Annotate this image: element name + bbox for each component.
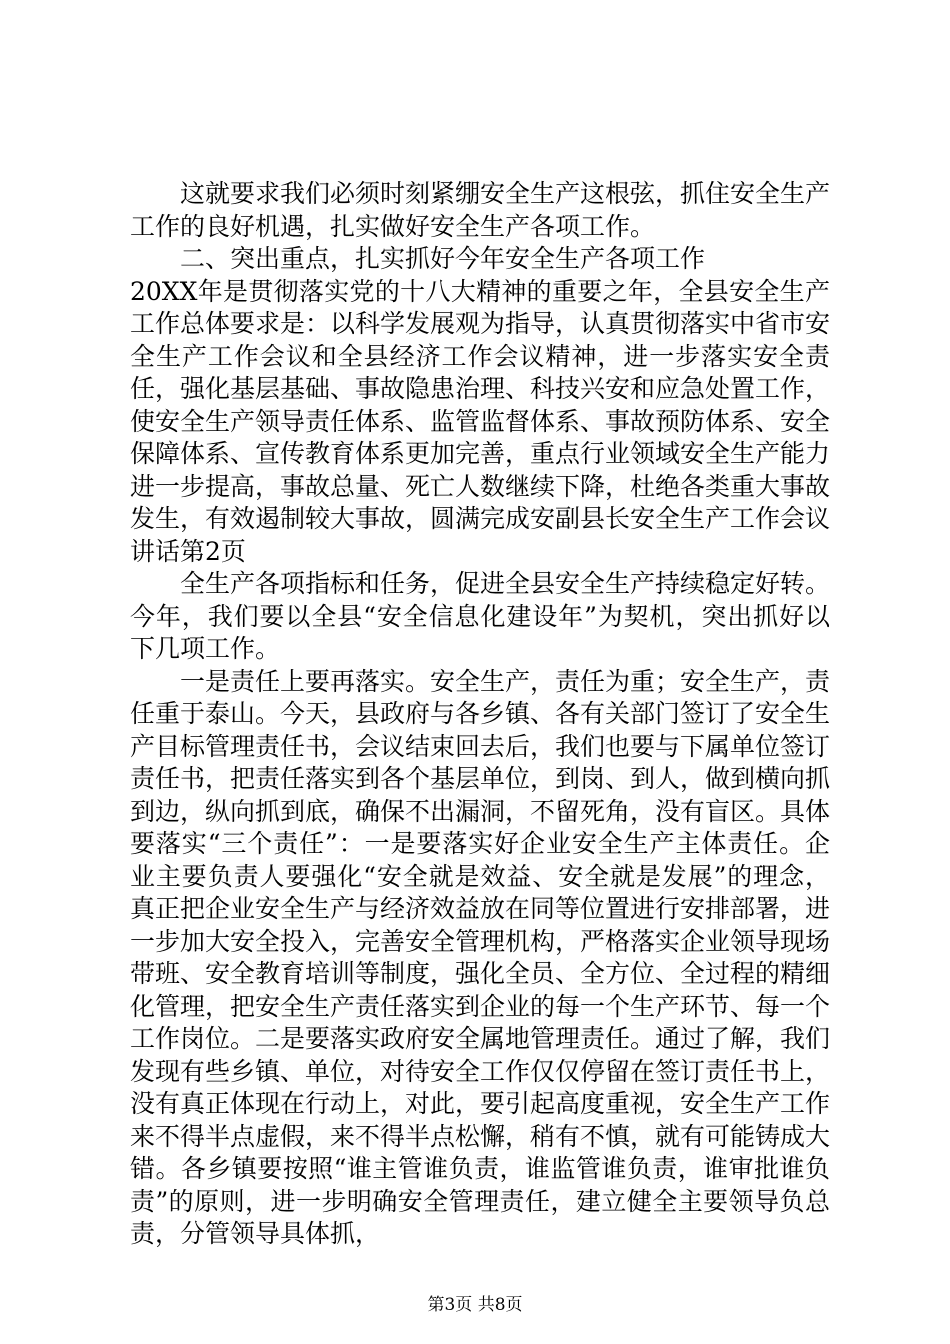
paragraph-3: 全生产各项指标和任务，促进全县安全生产持续稳定好转。今年，我们要以全县“安全信息化建设年”为契机，突出抓好以下几项工作。 — [130, 569, 831, 663]
paragraph-2: 20XX年是贯彻落实党的十八大精神的重要之年，全县安全生产工作总体要求是：以科学发展观为指导，认真贯彻落实中省市安全生产工作会议和全县经济工作会议精神，进一步落实安全责任，强化基层基础、事故隐患治理、科技兴安和应急处置工作，使安全生产领导责任体系、监管监督体系、事故预防体系、安全保障体系、宣传教育体系更加完善，重点行业领域安全生产能力进一步提高，事故总量、死亡人数继续下降，杜绝各类重大事故发生，有效遏制较大事故，圆满完成安副县长安全生产工作会议讲话第2页 — [130, 276, 831, 566]
document-body — [130, 178, 830, 1251]
paragraph-4: 一是责任上要再落实。安全生产，责任为重；安全生产，责任重于泰山。今天，县政府与各乡镇、各有关部门签订了安全生产目标管理责任书，会议结束回去后，我们也要与下属单位签订责任书，把责任落实到各个基层单位，到岗、到人，做到横向抓到边，纵向抓到底，确保不出漏洞，不留死角，没有盲区。具体要落实“三个责任”：一是要落实好企业安全生产主体责任。企业主要负责人要强化“安全就是效益、安全就是发展”的理念，真正把企业安全生产与经济效益放在同等位置进行安排部署，进一步加大安全投入，完善安全管理机构，严格落实企业领导现场带班、安全教育培训等制度，强化全员、全方位、全过程的精细化管理，把安全生产责任落实到企业的每一个生产环节、每一个工作岗位。二是要落实政府安全属地管理责任。通过了解，我们发现有些乡镇、单位，对待安全工作仅仅停留在签订责任书上，没有真正体现在行动上，对此，要引起高度重视，安全生产工作来不得半点虚假，来不得半点松懈，稍有不慎，就有可能铸成大错。各乡镇要按照“谁主管谁负责，谁监管谁负责，谁审批谁负责”的原则，进一步明确安全管理责任，建立健全主要领导负总责，分管领导具体抓， — [130, 666, 831, 1248]
paragraph-1: 这就要求我们必须时刻紧绷安全生产这根弦，抓住安全生产工作的良好机遇，扎实做好安全生产各项工作。 — [130, 179, 831, 241]
page-footer: 第3页 共8页 — [427, 1295, 523, 1315]
section-heading: 二、突出重点，扎实抓好今年安全生产各项工作 — [180, 244, 706, 273]
